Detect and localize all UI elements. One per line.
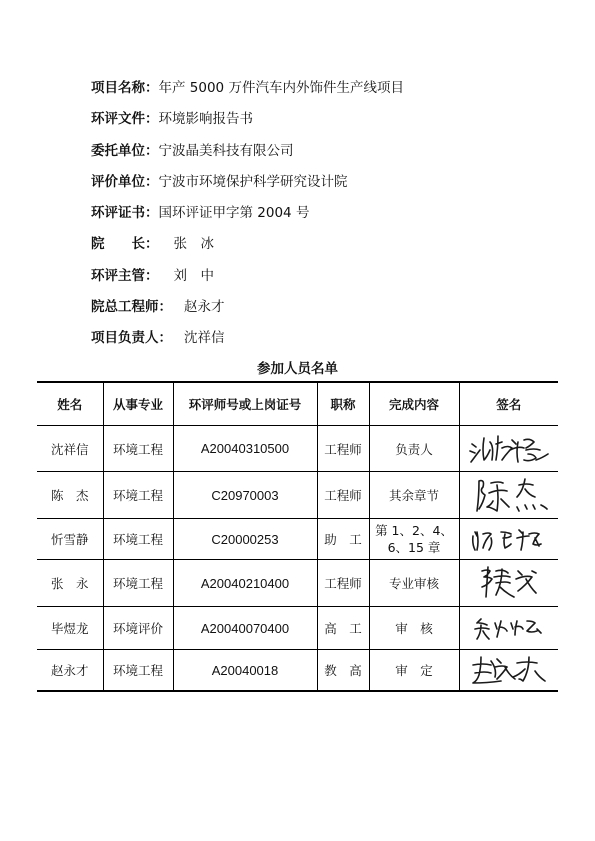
staff-work-line2: 6、15 章 [387,540,441,555]
signature-bi-yulong [459,607,558,650]
staff-specialty: 环境工程 [103,650,173,692]
staff-cert-no: A20040210400 [173,560,317,607]
staff-work: 审 核 [369,607,459,650]
project-leader-label: 项目负责人： [91,330,172,347]
staff-title: 教 高 [317,650,369,692]
staff-specialty: 环境评价 [103,607,173,650]
staff-work: 审 定 [369,650,459,692]
eia-document-value: 环境影响报告书 [158,111,253,128]
header-title: 职称 [317,382,369,426]
header-name: 姓名 [37,382,103,426]
staff-name: 毕煜龙 [37,607,103,650]
staff-name: 忻雪静 [37,519,103,560]
certificate-value: 国环评证甲字第 2004 号 [158,205,310,222]
staff-name: 张 永 [37,560,103,607]
table-row [37,519,558,560]
signature-zhao-yongcai [459,650,558,692]
header-specialty: 从事专业 [103,382,173,426]
header-work: 完成内容 [369,382,459,426]
evaluator-value: 宁波市环境保护科学研究设计院 [158,173,348,190]
eia-supervisor-value: 刘 中 [173,267,214,284]
header-signature: 签名 [459,382,558,426]
staff-cert-no: C20000253 [173,519,317,560]
table-row [37,472,558,519]
staff-cert-no: A20040018 [173,650,317,692]
staff-work: 负责人 [369,426,459,472]
client-row [91,140,404,171]
staff-work [369,519,459,560]
project-name-value: 年产 5000 万件汽车内外饰件生产线项目 [158,80,404,96]
eia-supervisor-row [91,265,404,296]
director-row [91,233,404,264]
staff-title: 工程师 [317,472,369,519]
staff-cert-no: A20040310500 [173,426,317,472]
staff-table-title: 参加人员名单 [257,361,338,377]
director-label: 院 长： [91,236,159,253]
staff-name: 陈 杰 [37,472,103,519]
staff-specialty: 环境工程 [103,426,173,472]
director-value: 张 冰 [173,236,214,253]
client-value: 宁波晶美科技有限公司 [158,142,294,159]
staff-table-header-row [37,382,558,426]
signature-shen-xiangxin [459,426,558,472]
project-name-row [91,77,404,108]
eia-document-label: 环评文件： [91,111,159,128]
eia-document-row [91,108,404,139]
project-leader-value: 沈祥信 [184,330,225,347]
table-row [37,607,558,650]
staff-title: 工程师 [317,560,369,607]
client-label: 委托单位： [91,142,159,159]
header-cert-no: 环评师号或上岗证号 [173,382,317,426]
staff-work: 其余章节 [369,472,459,519]
certificate-row [91,202,404,233]
staff-title: 工程师 [317,426,369,472]
staff-title: 高 工 [317,607,369,650]
project-name-label: 项目名称： [91,80,159,96]
staff-work-text [375,522,453,556]
staff-work: 专业审核 [369,560,459,607]
table-row [37,426,558,472]
staff-name: 沈祥信 [37,426,103,472]
project-leader-row [91,327,404,358]
staff-specialty: 环境工程 [103,560,173,607]
evaluator-row [91,171,404,202]
signature-chen-jie [459,472,558,519]
certificate-label: 环评证书： [91,205,159,222]
table-row [37,560,558,607]
project-info [91,77,404,359]
chief-engineer-row [91,296,404,327]
staff-table [37,381,558,692]
staff-work-line1: 第 1、2、4、 [375,523,453,538]
staff-specialty: 环境工程 [103,472,173,519]
chief-engineer-label: 院总工程师： [91,299,172,316]
table-row [37,650,558,692]
staff-specialty: 环境工程 [103,519,173,560]
signature-zhang-yong [459,560,558,607]
staff-cert-no: C20970003 [173,472,317,519]
eia-supervisor-label: 环评主管： [91,267,159,284]
evaluator-label: 评价单位： [91,173,159,190]
staff-cert-no: A20040070400 [173,607,317,650]
signature-xin-xuejing [459,519,558,560]
chief-engineer-value: 赵永才 [184,299,225,316]
staff-title: 助 工 [317,519,369,560]
staff-name: 赵永才 [37,650,103,692]
